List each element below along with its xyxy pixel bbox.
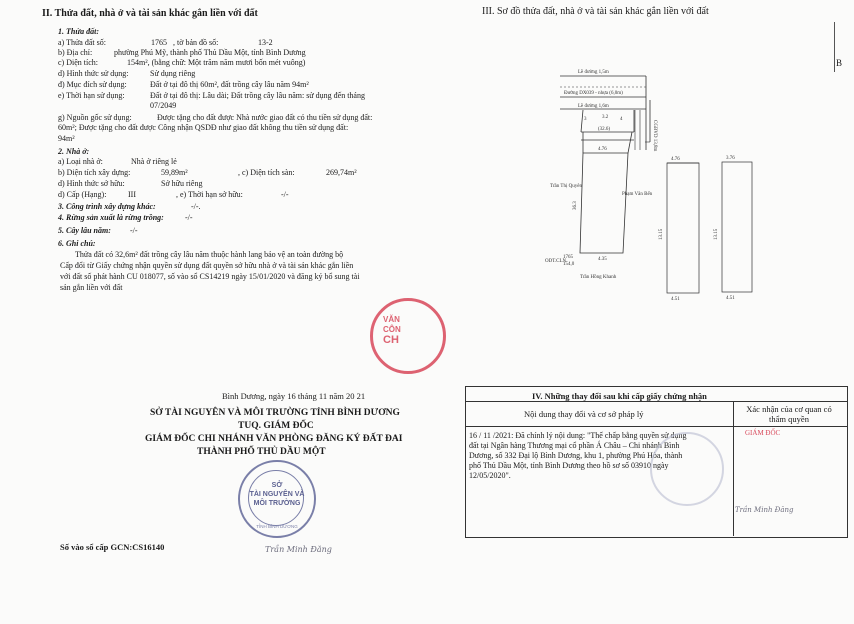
parcel-tag-area: 154,0 (563, 262, 575, 267)
floor-area-value: 269,74m² (326, 168, 357, 177)
form-value: Sử dụng riêng (150, 69, 196, 78)
address-value: phường Phú Mỹ, thành phố Thủ Dầu Một, tỉnh Bình Dương (114, 48, 306, 57)
area-label: c) Diện tích: (58, 58, 98, 67)
authority-line-1: SỞ TÀI NGUYÊN VÀ MÔI TRƯỜNG TỈNH BÌNH DƯƠNG (150, 408, 400, 418)
section-ii-title: II. Thửa đất, nhà ở và tài sản khác gắn liền với đất (42, 8, 258, 19)
signing-date: Bình Dương, ngày 16 tháng 11 năm 20 21 (222, 391, 366, 401)
note-line-1: Thửa đất có 32,6m² đất trồng cây lâu năm thuộc hành lang bảo vệ an toàn đường bộ (75, 250, 344, 259)
floor-area-label: , c) Diện tích sàn: (238, 168, 295, 177)
parcel-tag: 1765 (563, 255, 573, 260)
parcel-number: 1765 (151, 38, 167, 47)
label-odt: ODT.CLN (545, 259, 567, 264)
origin-value-1: Được tặng cho đất được Nhà nước giao đất có thu tiền sử dụng đất: (157, 113, 373, 122)
mini2-bottom: 4.51 (726, 296, 735, 301)
red-stamp (370, 298, 446, 374)
parcel-label: a) Thửa đất số: (58, 38, 106, 47)
road-top-3: Lề đường 1,6m (578, 104, 609, 109)
mini1-top: 4.76 (671, 157, 680, 162)
mini1-bottom: 4.51 (671, 297, 680, 302)
note-line-4: sản gắn liền với đất (60, 283, 123, 292)
authority-line-2: TUQ. GIÁM ĐỐC (238, 421, 314, 431)
forest-label: 4. Rừng sản xuất là rừng trồng: (58, 213, 164, 222)
red-stamp-line-1: VĂN (383, 315, 400, 324)
grade-value: III (128, 190, 136, 199)
note-line-2: Cấp đổi từ Giấy chứng nhận quyền sử dụng đất quyền sở hữu nhà ở và tài sản khác gắn liền (60, 261, 354, 270)
land-heading: 1. Thửa đất: (58, 27, 100, 36)
seal-ring-text: TỈNH BÌNH DƯƠNG (256, 524, 298, 529)
seal-line-3: MÔI TRƯỜNG (253, 500, 301, 507)
neighbor-bottom: Trần Hồng Khanh (580, 275, 617, 280)
change-line-5: 12/05/2020". (469, 471, 511, 480)
change-line-2: đất tại Ngân hàng Thương mại cổ phần Á Châu – Chi nhánh Bình (469, 441, 680, 450)
note-line-3: với đất số phát hành CU 018077, số vào sổ CS14219 ngày 15/01/2020 và đăng ký bổ sung tài (60, 272, 360, 281)
address-label: b) Địa chỉ: (58, 48, 93, 57)
neighbor-left: Trần Thị Quyên (550, 184, 582, 189)
authority-line-3: GIÁM ĐỐC CHI NHÁNH VĂN PHÒNG ĐĂNG KÝ ĐẤT ĐAI (145, 434, 403, 444)
term-value: Đất ở tại đô thị: Lâu dài; Đất trồng cây lâu năm: sử dụng đến tháng (150, 91, 365, 100)
corner-mark: B (836, 58, 843, 68)
changes-col-content: Nội dung thay đổi và cơ sở pháp lý (524, 409, 644, 419)
dim-476: 4.76 (598, 147, 607, 152)
neighbor-right: Phạm Văn Bến (622, 192, 653, 197)
change-line-1: 16 / 11 /2021: Đã chính lý nội dung: "Thế chấp bằng quyền sử dụng (469, 431, 687, 440)
map-number: 13-2 (258, 38, 273, 47)
mini2-height: 13.15 (714, 228, 719, 240)
section-iii-title: III. Sơ đồ thửa đất, nhà ở và tài sản khác gắn liền với đất (482, 6, 709, 17)
grade-label: d) Cấp (Hạng): (58, 190, 107, 199)
house-heading: 2. Nhà ở: (58, 147, 90, 156)
own-term-value: -/- (281, 190, 289, 199)
red-stamp-line-2: CÔN (383, 325, 401, 334)
change-line-4: phố Thủ Dầu Một, tỉnh Bình Dương theo hồ sơ số 03910 ngày (469, 461, 669, 470)
term-value-2: 07/2049 (150, 101, 177, 110)
road-top-2: Đường DX039 - nhựa (6,0m) (564, 91, 623, 96)
change-line-3: Dương, số 332 Đại lộ Bình Dương, khu 1, phường Phú Hòa, thành (469, 451, 683, 460)
serial-label: Số vào sổ cấp GCN: (60, 542, 133, 552)
own-term-label: , e) Thời hạn sở hữu: (176, 190, 243, 199)
origin-value-2: 60m²; Được tặng cho đất được Công nhận QSDĐ như giao đất không thu tiền sử dụng đất: (58, 123, 349, 132)
house-type-value: Nhà ở riêng lẻ (131, 157, 177, 166)
director-signature: Trần Minh Đăng (265, 545, 332, 554)
changes-header-rule (466, 426, 847, 427)
map-label: , tờ bản đồ số: (173, 38, 219, 47)
corner-rule (834, 22, 835, 72)
dim-435: 4.35 (598, 257, 607, 262)
seal-line-1: SỞ (271, 482, 283, 489)
origin-label: g) Nguồn gốc sử dụng: (58, 113, 132, 122)
changes-title: IV. Những thay đổi sau khi cấp giấy chứng nhận (532, 391, 707, 401)
area-value: 154m², (bằng chữ: Một trăm năm mươi bốn mét vuông) (127, 58, 306, 67)
official-seal (238, 460, 316, 538)
forest-value: -/- (185, 213, 193, 222)
term-label: e) Thời hạn sử dụng: (58, 91, 125, 100)
other-works-label: 3. Công trình xây dựng khác: (58, 202, 156, 211)
road-top-1: Lề đường 1,5m (578, 70, 609, 75)
origin-value-3: 94m² (58, 134, 75, 143)
form-label: d) Hình thức sử dụng: (58, 69, 129, 78)
mini2-top: 3.76 (726, 156, 735, 161)
seal-line-2: TÀI NGUYÊN VÀ (249, 491, 305, 498)
house-type-label: a) Loại nhà ở: (58, 157, 103, 166)
change-signature: Trần Minh Đăng (735, 506, 794, 514)
dim-363: 36.3 (573, 201, 578, 210)
serial-value: CS16140 (132, 542, 165, 552)
serial-number (60, 542, 164, 552)
changes-title-rule (466, 401, 847, 402)
purpose-value: Đất ở tại đô thị 60m², đất trồng cây lâu năm 94m² (150, 80, 309, 89)
bracket-value: (32.6) (598, 127, 611, 132)
change-seal (650, 432, 724, 506)
edge-3: 3 (584, 117, 587, 122)
confirm-stamp-label: GIÁM ĐỐC (745, 429, 781, 437)
changes-col-confirm: Xác nhận của cơ quan có thẩm quyền (746, 404, 832, 424)
perennial-label: 5. Cây lâu năm: (58, 226, 111, 235)
changes-col-divider (733, 401, 734, 536)
build-area-label: b) Diện tích xây dựng: (58, 168, 131, 177)
authority-line-4: THÀNH PHỐ THỦ DẦU MỘT (197, 447, 326, 457)
perennial-value: -/- (130, 226, 138, 235)
build-area-value: 59,89m² (161, 168, 188, 177)
ownership-label: d) Hình thức sở hữu: (58, 179, 125, 188)
other-works-value: -/-. (191, 202, 201, 211)
red-stamp-line-3: CH (383, 334, 399, 346)
mini1-height: 13.15 (659, 228, 664, 240)
corridor-label: CGBVD 13,8m (652, 120, 657, 152)
parcel-diagram (545, 60, 770, 302)
edge-32: 3.2 (602, 115, 609, 120)
purpose-label: đ) Mục đích sử dụng: (58, 80, 127, 89)
edge-4: 4 (620, 117, 623, 122)
notes-heading: 6. Ghi chú: (58, 239, 96, 248)
ownership-value: Sở hữu riêng (161, 179, 203, 188)
